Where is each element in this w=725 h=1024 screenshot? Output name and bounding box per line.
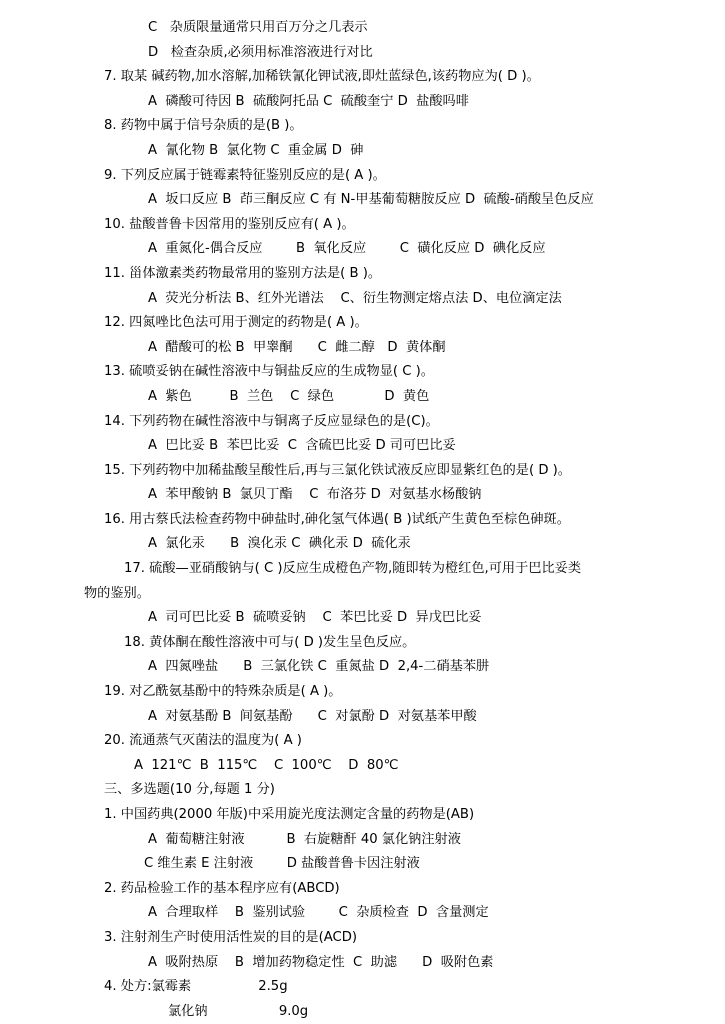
document-line-question-wrap: 17. 硫酸—亚硝酸钠与( C )反应生成橙色产物,随即转为橙红色,可用于巴比妥类 (124, 561, 582, 577)
document-line-option-row: A 苯甲酸钠 B 氯贝丁酯 C 布洛芬 D 对氨基水杨酸钠 (148, 487, 482, 503)
document-line-option-row: A 荧光分析法 B、红外光谱法 C、衍生物测定熔点法 D、电位滴定法 (148, 290, 562, 306)
document-line-question: 2. 药品检验工作的基本程序应有(ABCD) (104, 880, 340, 896)
document-line-option-row: C 维生素 E 注射液 D 盐酸普鲁卡因注射液 (144, 856, 420, 872)
document-line-question: 14. 下列药物在碱性溶液中与铜离子反应显绿色的是(C)。 (104, 413, 439, 429)
document-line-question-cont: 物的鉴别。 (84, 585, 150, 601)
document-line-option-row: A 紫色 B 兰色 C 绿色 D 黄色 (148, 388, 430, 404)
document-line-option-row: A 吸附热原 B 增加药物稳定性 C 助滤 D 吸附色素 (148, 954, 494, 970)
document-line-option-row: A 坂口反应 B 茚三酮反应 C 有 N-甲基葡萄糖胺反应 D 硫酸-硝酸呈色反应 (148, 192, 594, 208)
document-line-option-row: A 重氮化-偶合反应 B 氧化反应 C 磺化反应 D 碘化反应 (148, 241, 546, 257)
document-line-option-row: A 对氨基酚 B 间氨基酚 C 对氯酚 D 对氨基苯甲酸 (148, 708, 477, 724)
document-line-question: 7. 取某 碱药物,加水溶解,加稀铁氰化钾试液,即灶蓝绿色,该药物应为( D )。 (104, 69, 540, 85)
document-line-option-row: A 合理取样 B 鉴别试验 C 杂质检查 D 含量测定 (148, 905, 489, 921)
document-line-question: 15. 下列药物中加稀盐酸呈酸性后,再与三氯化铁试液反应即显紫红色的是( D )。 (104, 462, 571, 478)
document-line-option-row: A 司可巴比妥 B 硫喷妥钠 C 苯巴比妥 D 异戊巴比妥 (148, 610, 482, 626)
document-line-option-row: A 四氮唑盐 B 三氯化铁 C 重氮盐 D 2,4-二硝基苯肼 (148, 659, 490, 675)
document-line-prescription-head: 4. 处方:氯霉素 2.5g (104, 979, 288, 995)
document-line-question: 10. 盐酸普鲁卡因常用的鉴别反应有( A )。 (104, 216, 355, 232)
document-line-option-row: A 121℃ B 115℃ C 100℃ D 80℃ (134, 757, 399, 773)
document-line-option-row: A 醋酸可的松 B 甲睾酮 C 雌二醇 D 黄体酮 (148, 339, 446, 355)
document-line-question: 3. 注射剂生产时使用活性炭的目的是(ACD) (104, 929, 358, 945)
document-line-question: 19. 对乙酰氨基酚中的特殊杂质是( A )。 (104, 684, 342, 700)
document-line-option-row: C 杂质限量通常只用百万分之几表示 (148, 20, 368, 35)
document-line-option-row: A 磷酸可待因 B 硫酸阿托品 C 硫酸奎宁 D 盐酸吗啡 (148, 93, 469, 109)
document-line-question: 18. 黄体酮在酸性溶液中可与( D )发生呈色反应。 (124, 634, 416, 650)
document-line-question: 1. 中国药典(2000 年版)中采用旋光度法测定含量的药物是(AB) (104, 807, 475, 822)
document-line-question: 12. 四氮唑比色法可用于测定的药物是( A )。 (104, 315, 368, 331)
document-line-question: 13. 硫喷妥钠在碱性溶液中与铜盐反应的生成物显( C )。 (104, 364, 434, 380)
document-line-question: 20. 流通蒸气灭菌法的温度为( A ) (104, 733, 302, 749)
document-text-body (84, 16, 624, 1024)
document-line-question: 11. 甾体激素类药物最常用的鉴别方法是( B )。 (104, 265, 382, 281)
document-line-question: 8. 药物中属于信号杂质的是(B )。 (104, 118, 303, 134)
document-line-prescription-item: 氯化钠 9.0g (168, 1003, 309, 1019)
document-line-question: 16. 用古蔡氏法检查药物中砷盐时,砷化氢气体遇( B )试纸产生黄色至棕色砷斑。 (104, 511, 570, 527)
document-line-option-row: A 葡萄糖注射液 B 右旋糖酐 40 氯化钠注射液 (148, 831, 461, 847)
document-line-option-row: A 氯化汞 B 溴化汞 C 碘化汞 D 硫化汞 (148, 536, 411, 552)
document-line-question: 9. 下列反应属于链霉素特征鉴别反应的是( A )。 (104, 167, 386, 183)
document-line-section-heading: 三、多选题(10 分,每题 1 分) (104, 782, 275, 798)
document-line-option-row: D 检查杂质,必须用标准溶液进行对比 (148, 44, 373, 60)
document-line-option-row: A 巴比妥 B 苯巴比妥 C 含硫巴比妥 D 司可巴比妥 (148, 438, 456, 454)
document-line-option-row: A 氰化物 B 氯化物 C 重金属 D 砷 (148, 142, 364, 158)
